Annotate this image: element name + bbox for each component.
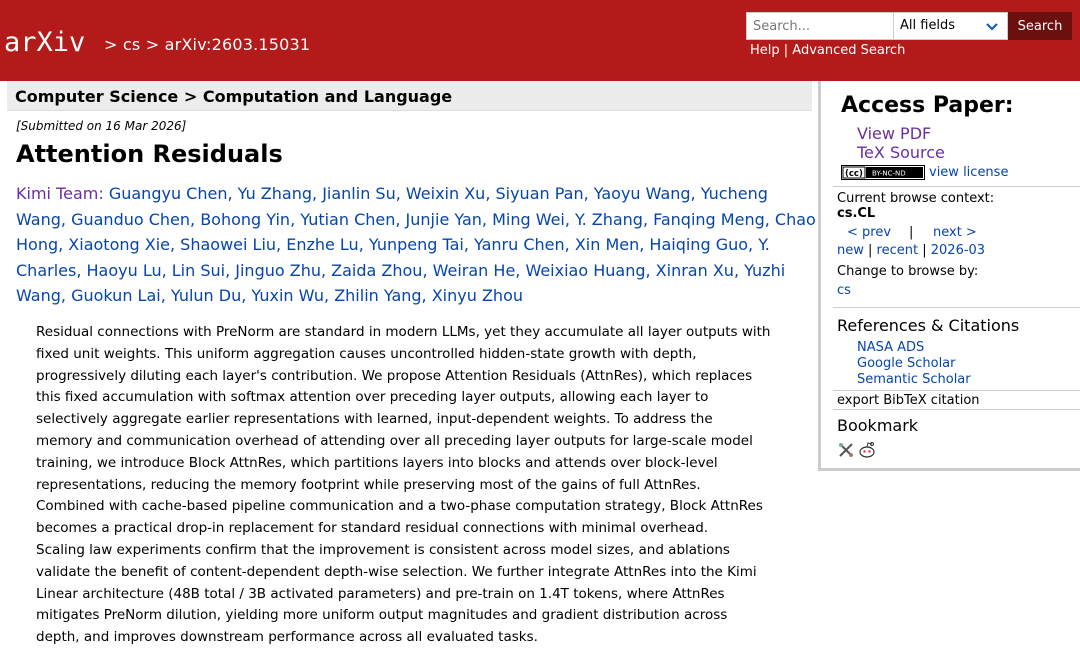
- view-license-link[interactable]: view license: [929, 165, 1009, 180]
- author-team: Kimi Team:: [16, 184, 104, 203]
- author-link[interactable]: Yutian Chen: [300, 209, 396, 229]
- access-paper-heading: Access Paper:: [841, 93, 1014, 118]
- author-link[interactable]: Siyuan Pan: [495, 184, 584, 203]
- new-link[interactable]: new: [837, 243, 864, 258]
- author-link[interactable]: Zaida Zhou: [331, 260, 423, 280]
- browse-context-label: Current browse context:: [837, 191, 995, 206]
- abstract-line: Linear architecture (48B total / 3B activated parameters) and pre-train on 1.4T tokens, where AttnRes: [36, 585, 725, 602]
- author-link[interactable]: Xinran Xu: [655, 260, 734, 280]
- author-link[interactable]: Ming Wei: [492, 209, 565, 229]
- divider: [833, 307, 1080, 308]
- field-select-value: All fields: [900, 18, 956, 33]
- advanced-search-link[interactable]: Advanced Search: [792, 43, 906, 58]
- author-link[interactable]: Chao Hong: [16, 209, 816, 254]
- semantic-scholar-link[interactable]: Semantic Scholar: [857, 372, 971, 387]
- nav-separator: |: [909, 225, 914, 240]
- submission-date: [Submitted on 16 Mar 2026]: [16, 119, 187, 133]
- author-link[interactable]: Zhilin Yang: [334, 286, 422, 305]
- cc-license-badge[interactable]: [841, 165, 925, 180]
- author-link[interactable]: Fanqing Meng: [653, 209, 765, 229]
- google-scholar-link[interactable]: Google Scholar: [857, 356, 956, 371]
- search-button[interactable]: Search: [1008, 12, 1072, 40]
- search-input[interactable]: [746, 12, 893, 40]
- subject-header: [7, 81, 812, 111]
- author-link[interactable]: Y. Zhang: [575, 209, 643, 229]
- author-link[interactable]: Y. Charles: [16, 235, 770, 280]
- abstract-line: progressively diluting each layer's contribution. We propose Attention Residuals (AttnRes), which replaces: [36, 367, 753, 384]
- author-link[interactable]: Bohong Yin: [200, 209, 291, 229]
- recent-link[interactable]: recent: [876, 243, 919, 258]
- abstract-line: Combined with cache-based pipeline communication and a two-phase computation strategy, Block AttnRes: [36, 498, 763, 515]
- author-link[interactable]: Yanru Chen: [474, 235, 565, 254]
- help-links: [750, 43, 905, 58]
- divider: [833, 186, 1080, 187]
- month-link[interactable]: 2026-03: [930, 243, 986, 258]
- author-link[interactable]: Guanduo Chen: [71, 209, 191, 229]
- author-link[interactable]: Weixin Xu: [405, 184, 486, 203]
- author-link[interactable]: Yuxin Wu: [251, 286, 325, 305]
- author-link[interactable]: Haiqing Guo: [649, 235, 749, 254]
- nav-separator: |: [922, 243, 927, 258]
- abstract-line: this fixed accumulation with softmax attention over preceding layer outputs, allowing each layer to: [36, 389, 709, 406]
- author-link[interactable]: Junjie Yan: [405, 209, 482, 229]
- abstract-line: depth, and improves downstream performance across all evaluated tasks.: [36, 629, 538, 646]
- field-select[interactable]: [893, 12, 1008, 40]
- author-link[interactable]: Enzhe Lu: [286, 235, 359, 254]
- next-link[interactable]: next >: [933, 225, 977, 240]
- bibsonomy-icon[interactable]: [837, 441, 855, 459]
- change-browse-label: Change to browse by:: [837, 264, 979, 279]
- abstract-line: validate the benefit of content-dependent depth-wise selection. We further integrate AttnRes into the Kimi: [36, 563, 757, 580]
- author-link[interactable]: Yulun Du: [170, 286, 242, 305]
- abstract: [36, 322, 796, 649]
- reddit-icon[interactable]: [857, 440, 877, 460]
- author-link[interactable]: Xinyu Zhou: [431, 286, 523, 305]
- browse-cs-link[interactable]: cs: [837, 283, 851, 298]
- breadcrumb-text[interactable]: > cs > arXiv:2603.15031: [104, 35, 311, 54]
- subject-text[interactable]: Computer Science > Computation and Language: [15, 87, 453, 106]
- author-link[interactable]: Xiaotong Xie: [68, 235, 170, 254]
- arxiv-logo[interactable]: [4, 22, 100, 66]
- author-link[interactable]: Yucheng Wang: [16, 184, 768, 229]
- arxiv-logo-text: arXiv: [4, 27, 86, 58]
- author-link[interactable]: Yu Zhang: [237, 184, 313, 203]
- author-link[interactable]: Xin Men: [574, 235, 640, 254]
- chevron-down-icon: [985, 19, 999, 33]
- site-header: [0, 0, 1080, 81]
- help-separator: |: [779, 43, 793, 58]
- breadcrumb[interactable]: [104, 35, 310, 54]
- abstract-line: memory and communication overhead of attending over all preceding layer outputs for large-scale model: [36, 432, 753, 449]
- license-badge-text: BY-NC-ND: [872, 169, 906, 178]
- bookmark-heading: Bookmark: [837, 416, 919, 435]
- paper-title: Attention Residuals: [16, 140, 283, 168]
- browse-nav: [837, 243, 985, 258]
- svg-text:(cc): (cc): [845, 169, 863, 179]
- author-link[interactable]: Haoyu Lu: [86, 260, 162, 280]
- prev-link[interactable]: < prev: [847, 225, 892, 240]
- abstract-line: selectively aggregate earlier representations with learned, input-dependent weights. To address the: [36, 411, 713, 428]
- browse-context-value: cs.CL: [837, 206, 876, 221]
- author-link[interactable]: Yaoyu Wang: [593, 184, 691, 203]
- author-link[interactable]: Yuzhi Wang: [16, 260, 786, 305]
- abstract-line: training, we introduce Block AttnRes, which partitions layers into blocks and attends over block-level: [36, 454, 718, 471]
- sidebar: [818, 81, 1080, 471]
- abstract-line: mitigates PreNorm dilution, yielding more uniform output magnitudes and gradient distribution across: [36, 607, 728, 624]
- author-link[interactable]: Jianlin Su: [322, 184, 396, 203]
- help-link[interactable]: Help: [750, 43, 780, 58]
- author-link[interactable]: Weiran He: [432, 260, 516, 280]
- export-bibtex-link[interactable]: export BibTeX citation: [837, 393, 980, 408]
- divider: [833, 409, 1080, 410]
- abstract-line: becomes a practical drop-in replacement for standard residual connections with minimal overhead.: [36, 520, 709, 537]
- author-list: Kimi Team: Guangyu Chen, Yu Zhang, Jianlin Su, Weixin Xu, Siyuan Pan, Yaoyu Wang, Yucheng Wang, Guanduo Chen, Bohong Yin, Yutian Chen, Junjie Yan, Ming Wei, Y. Zhang, Fanqing Meng, Chao Hong, Xiaotong Xie, Shaowei Liu, Enzhe Lu, Yunpeng Tai, Yanru Chen, Xin Men, Haiqing Guo, Y. Charles, Haoyu Lu, Lin Sui, Jinguo Zhu, Zaida Zhou, Weiran He, Weixiao Huang, Xinran Xu, Yuzhi Wang, Guokun Lai, Yulun Du, Yuxin Wu, Zhilin Yang, Xinyu Zhou: [16, 184, 816, 305]
- abstract-line: Residual connections with PreNorm are standard in modern LLMs, yet they accumulate all layer outputs with: [36, 324, 771, 340]
- nav-separator: |: [868, 243, 873, 258]
- author-link[interactable]: Shaowei Liu: [180, 235, 277, 254]
- tex-source-link[interactable]: TeX Source: [857, 143, 945, 162]
- abstract-line: Scaling law experiments confirm that the improvement is consistent across model sizes, and ablations: [36, 541, 730, 558]
- abstract-line: fixed unit weights. This uniform aggregation causes uncontrolled hidden-state growth with depth,: [36, 345, 697, 362]
- nasa-ads-link[interactable]: NASA ADS: [857, 340, 925, 355]
- author-link[interactable]: Guangyu Chen: [108, 184, 228, 203]
- author-link[interactable]: Guokun Lai: [71, 286, 161, 305]
- references-heading: References & Citations: [837, 316, 1020, 335]
- abstract-line: representations, reducing the memory footprint while preserving most of the gains of full AttnRes.: [36, 476, 701, 493]
- view-pdf-link[interactable]: View PDF: [857, 124, 932, 143]
- author-link[interactable]: Weixiao Huang: [525, 260, 646, 280]
- author-link[interactable]: Lin Sui: [171, 260, 226, 280]
- divider: [833, 390, 1080, 391]
- author-link[interactable]: Yunpeng Tai: [368, 235, 464, 254]
- author-link[interactable]: Jinguo Zhu: [235, 260, 321, 280]
